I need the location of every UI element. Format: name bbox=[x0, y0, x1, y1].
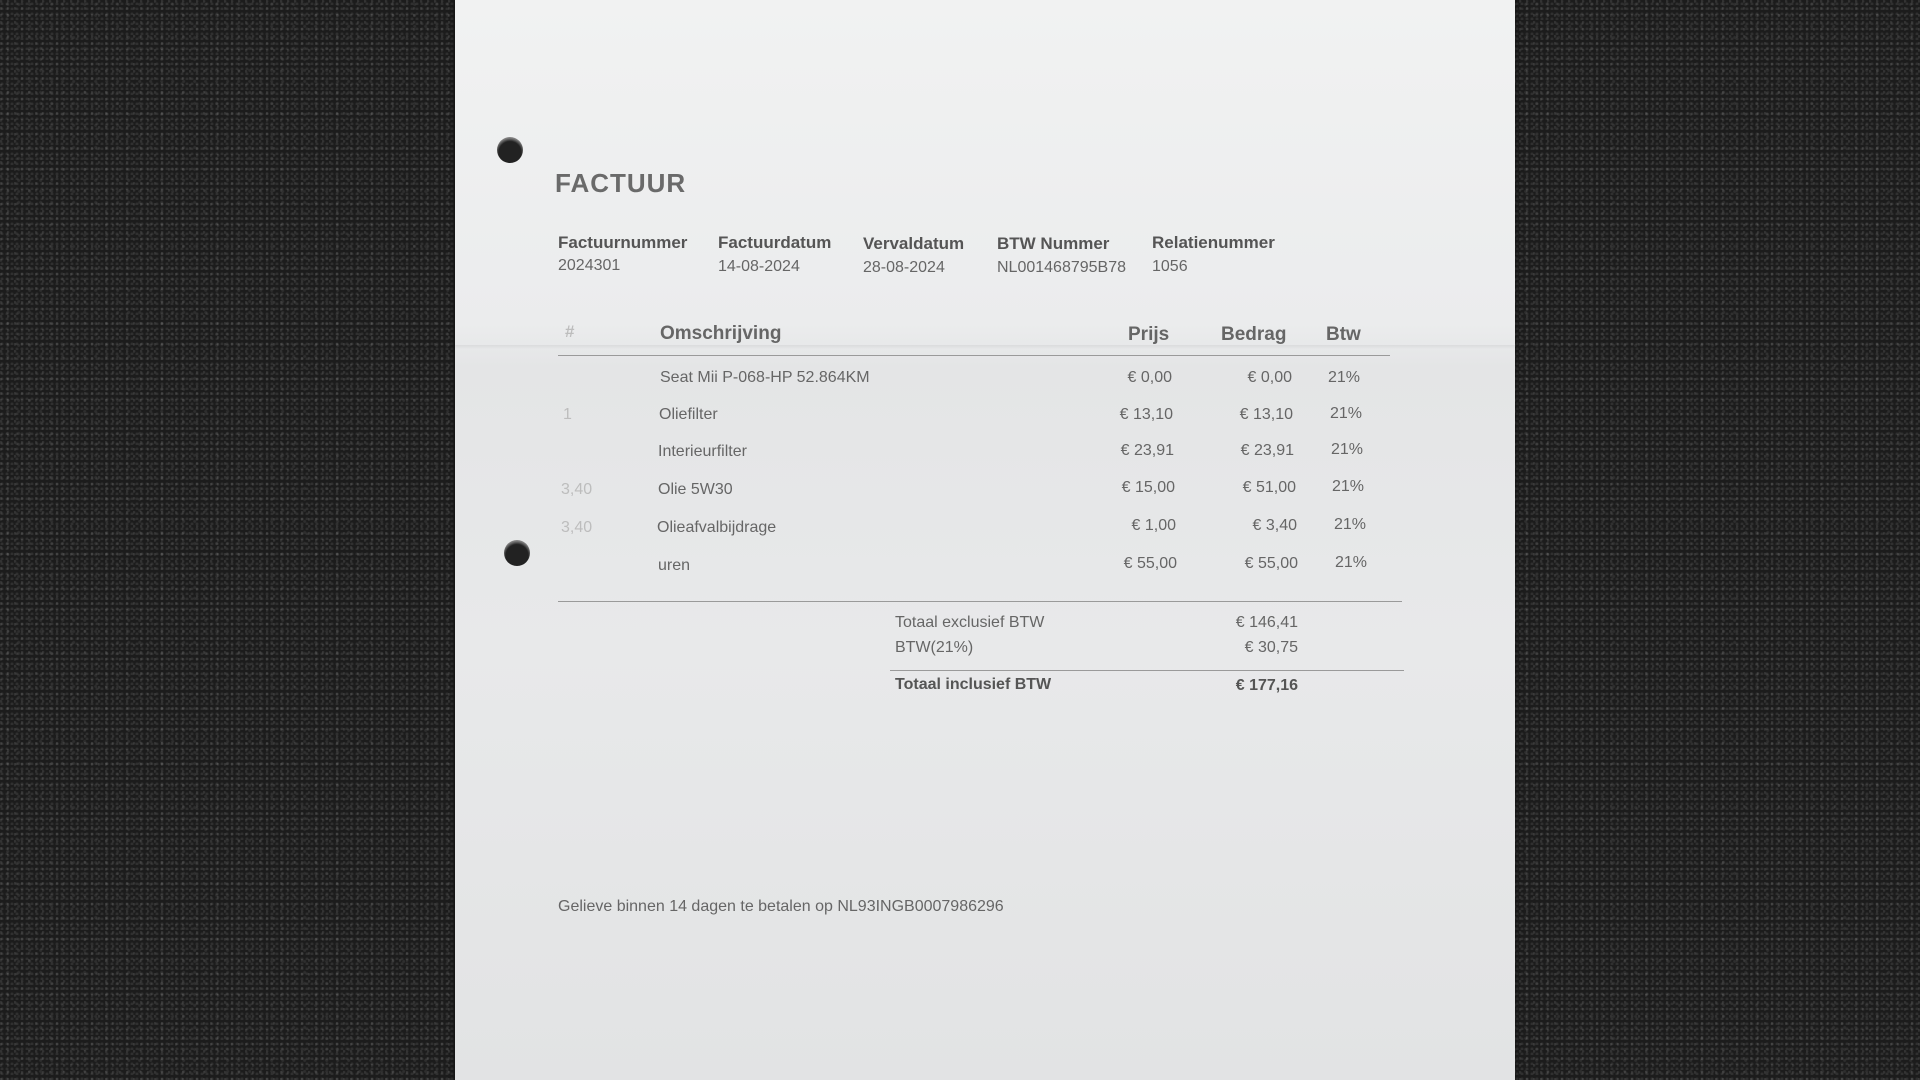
header-rule bbox=[558, 355, 1390, 356]
line-amount: € 13,10 bbox=[1239, 406, 1293, 423]
line-qty: 3,40 bbox=[561, 519, 593, 536]
meta-value-invoice-number: 2024301 bbox=[558, 257, 621, 274]
column-header-qty: # bbox=[565, 322, 575, 341]
total-excl-label: Totaal exclusief BTW bbox=[895, 614, 1045, 631]
invoice-title: FACTUUR bbox=[555, 168, 687, 198]
line-vat: 21% bbox=[1331, 441, 1364, 458]
meta-value-relation-number: 1056 bbox=[1152, 258, 1188, 275]
line-vat: 21% bbox=[1330, 405, 1363, 422]
line-vat: 21% bbox=[1332, 478, 1365, 495]
column-header-amount: Bedrag bbox=[1221, 324, 1287, 345]
column-header-vat: Btw bbox=[1326, 324, 1361, 345]
line-price: € 15,00 bbox=[1121, 479, 1175, 496]
line-amount: € 23,91 bbox=[1240, 442, 1294, 459]
line-qty: 1 bbox=[563, 406, 572, 423]
line-vat: 21% bbox=[1334, 516, 1367, 533]
total-excl-value: € 146,41 bbox=[1235, 614, 1298, 631]
meta-value-due-date: 28-08-2024 bbox=[863, 259, 945, 276]
line-description: Olie 5W30 bbox=[658, 481, 733, 498]
line-qty: 3,40 bbox=[561, 481, 593, 498]
line-price: € 0,00 bbox=[1127, 369, 1172, 386]
meta-label-relation-number: Relatienummer bbox=[1152, 233, 1275, 252]
line-price: € 13,10 bbox=[1119, 406, 1173, 423]
line-vat: 21% bbox=[1335, 554, 1368, 571]
meta-value-vat-number: NL001468795B78 bbox=[997, 259, 1127, 276]
total-incl-label: Totaal inclusief BTW bbox=[895, 676, 1052, 693]
meta-label-invoice-date: Factuurdatum bbox=[718, 233, 832, 252]
punch-hole-bottom bbox=[504, 540, 530, 566]
line-vat: 21% bbox=[1328, 369, 1361, 386]
total-incl-value: € 177,16 bbox=[1235, 677, 1298, 694]
column-header-description: Omschrijving bbox=[660, 323, 782, 344]
line-price: € 55,00 bbox=[1123, 555, 1177, 572]
totals-rule bbox=[890, 670, 1404, 671]
meta-label-due-date: Vervaldatum bbox=[863, 234, 965, 253]
line-amount: € 55,00 bbox=[1244, 555, 1298, 572]
line-description: Oliefilter bbox=[659, 406, 718, 423]
line-amount: € 0,00 bbox=[1247, 369, 1292, 386]
line-description: Interieurfilter bbox=[658, 443, 747, 460]
line-description: Seat Mii P-068-HP 52.864KM bbox=[660, 369, 870, 386]
meta-label-vat-number: BTW Nummer bbox=[997, 234, 1110, 253]
items-bottom-rule bbox=[558, 601, 1402, 602]
line-price: € 1,00 bbox=[1131, 517, 1176, 534]
payment-instruction: Gelieve binnen 14 dagen te betalen op NL93INGB0007986296 bbox=[558, 898, 1004, 915]
line-description: uren bbox=[658, 557, 691, 574]
vat-value: € 30,75 bbox=[1244, 639, 1298, 656]
line-amount: € 3,40 bbox=[1252, 517, 1297, 534]
line-amount: € 51,00 bbox=[1242, 479, 1296, 496]
meta-label-invoice-number: Factuurnummer bbox=[558, 233, 688, 252]
vat-label: BTW(21%) bbox=[895, 639, 974, 656]
meta-value-invoice-date: 14-08-2024 bbox=[718, 258, 800, 275]
column-header-price: Prijs bbox=[1128, 324, 1170, 345]
invoice-paper bbox=[455, 0, 1515, 1080]
line-price: € 23,91 bbox=[1120, 442, 1174, 459]
punch-hole-top bbox=[497, 137, 523, 163]
line-description: Olieafvalbijdrage bbox=[657, 519, 777, 536]
